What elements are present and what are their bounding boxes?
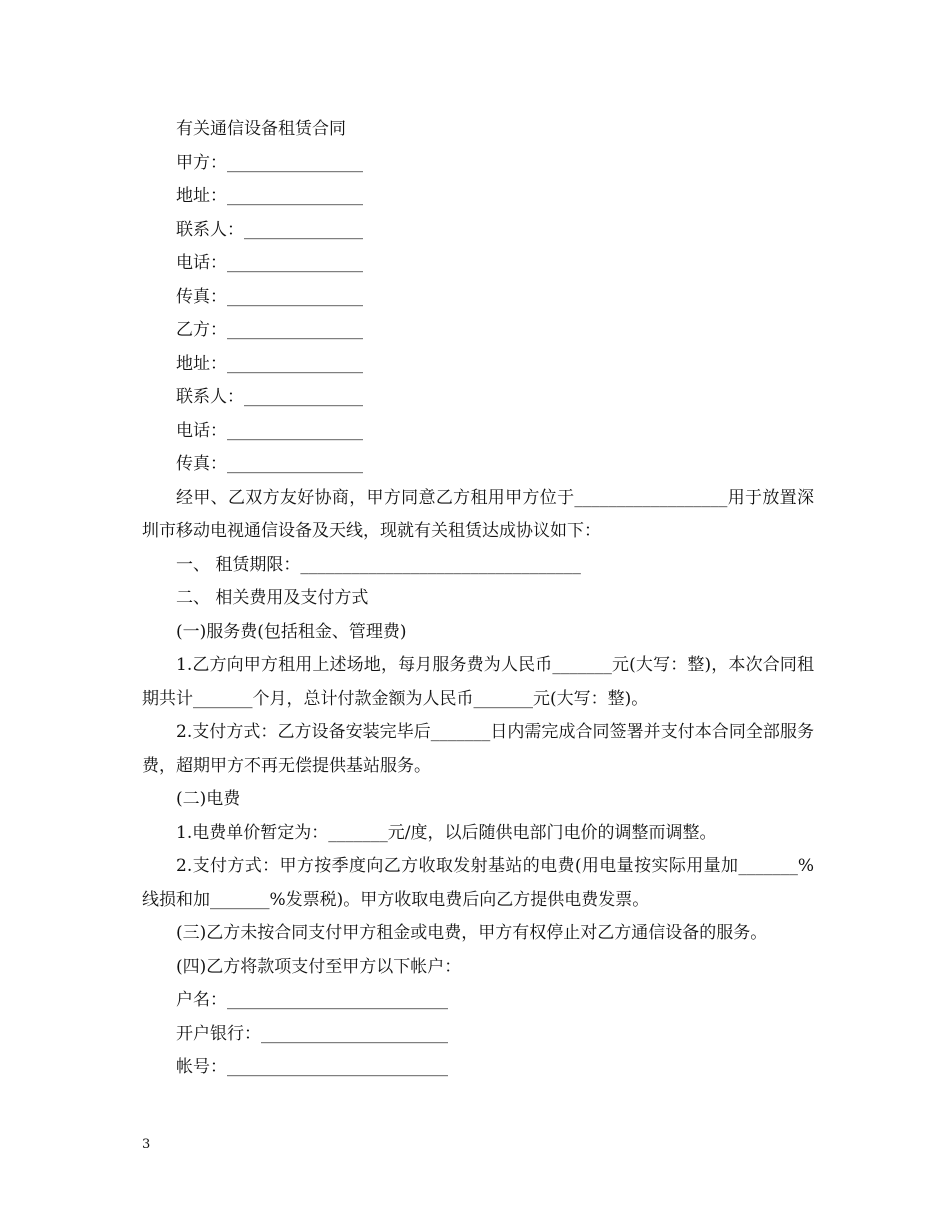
account-name-field: 户名：__________________________ — [176, 990, 448, 1010]
electricity-item-1: 1.电费单价暂定为：_______元/度，以后随供电部门电价的调整而调整。 — [176, 822, 717, 843]
intro-paragraph: 经甲、乙双方友好协商，甲方同意乙方租用甲方位于__________________用于放置深圳市移动电视通信设备及天线，现就有关租赁达成协议如下： — [142, 487, 814, 541]
section-lease-term: 一、 租赁期限：_________________________________ — [176, 554, 581, 575]
party-b-name-field: 乙方：________________ — [176, 320, 363, 340]
party-b-fax-field: 传真：________________ — [176, 454, 363, 474]
subsection-payment-account: (四)乙方将款项支付至甲方以下帐户： — [176, 956, 462, 977]
service-fee-item-2: 2.支付方式：乙方设备安装完毕后_______日内需完成合同签署并支付本合同全部服务费，超期甲方不再无偿提供基站服务。 — [142, 722, 814, 776]
party-b-phone-field: 电话：________________ — [176, 420, 363, 441]
page-number: 3 — [142, 1137, 151, 1152]
account-number-field: 帐号：__________________________ — [176, 1057, 448, 1077]
bank-name-field: 开户银行：______________________ — [176, 1023, 448, 1044]
party-b-contact-field: 联系人：______________ — [176, 387, 363, 407]
contract-title: 有关通信设备租赁合同 — [176, 119, 346, 139]
service-fee-item-1: 1.乙方向甲方租用上述场地，每月服务费为人民币_______元(大写：整)，本次合同租期共计_______个月，总计付款金额为人民币_______元(大写：整)。 — [142, 655, 814, 709]
subsection-electricity-title: (二)电费 — [176, 789, 241, 809]
section-fees-and-payment: 二、 相关费用及支付方式 — [176, 588, 369, 608]
electricity-item-2: 2.支付方式：甲方按季度向乙方收取发射基站的电费(用电量按实际用量加_______%线损和加_______%发票税)。甲方收取电费后向乙方提供电费发票。 — [142, 856, 814, 910]
contract-body — [142, 113, 814, 1085]
party-a-address-field: 地址：________________ — [176, 186, 363, 206]
subsection-nonpayment-clause: (三)乙方未按合同支付甲方租金或电费，甲方有权停止对乙方通信设备的服务。 — [176, 923, 768, 943]
party-a-phone-field: 电话：________________ — [176, 253, 363, 273]
party-b-address-field: 地址：________________ — [176, 353, 363, 374]
party-a-name-field: 甲方：________________ — [176, 152, 363, 173]
subsection-service-fee-title: (一)服务费(包括租金、管理费) — [176, 621, 407, 642]
party-a-fax-field: 传真：________________ — [176, 286, 363, 307]
party-a-contact-field: 联系人：______________ — [176, 219, 363, 240]
